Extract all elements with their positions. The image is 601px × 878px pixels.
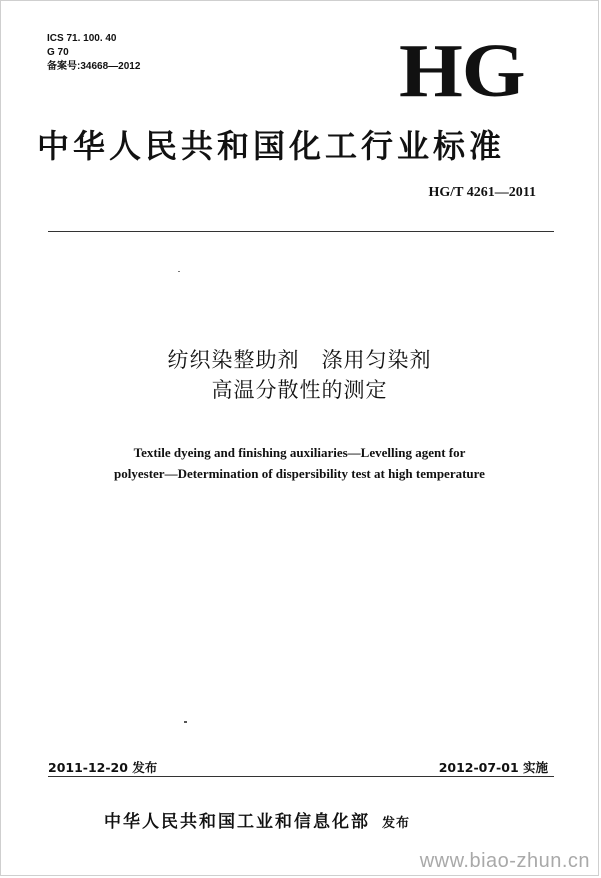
chinese-title-line-2: 高温分散性的测定 (211, 378, 388, 402)
record-number: 备案号:34668—2012 (47, 61, 141, 72)
chinese-title-line-1: 纺织染整助剂 涤用匀染剂 (167, 348, 432, 372)
chinese-title (1, 345, 598, 405)
hg-logo: HG (399, 29, 525, 113)
publisher-suffix: 发布 (382, 816, 411, 831)
scan-speck (184, 721, 187, 723)
watermark-url: www.biao-zhun.cn (419, 850, 590, 872)
publisher-name: 中华人民共和国工业和信息化部 (104, 812, 370, 832)
english-title-line-1: Textile dyeing and finishing auxiliaries—Levelling agent for (133, 445, 466, 460)
implementation-date: 2012-07-01 实施 (438, 760, 548, 775)
standard-number: HG/T 4261—2011 (428, 185, 536, 200)
english-title-line-2: polyester—Determination of dispersibility test at high temperature (114, 466, 485, 481)
ccs-code: G 70 (47, 47, 69, 58)
classification-block (47, 32, 140, 74)
ics-code: ICS 71. 100. 40 (47, 33, 117, 44)
bottom-divider (48, 776, 554, 777)
issue-date: 2011-12-20 发布 (48, 760, 158, 775)
standard-title: 中华人民共和国化工行业标准 (37, 127, 506, 165)
top-divider (48, 231, 554, 232)
publisher (104, 807, 410, 832)
english-title (1, 442, 598, 484)
scan-speck (178, 271, 180, 272)
